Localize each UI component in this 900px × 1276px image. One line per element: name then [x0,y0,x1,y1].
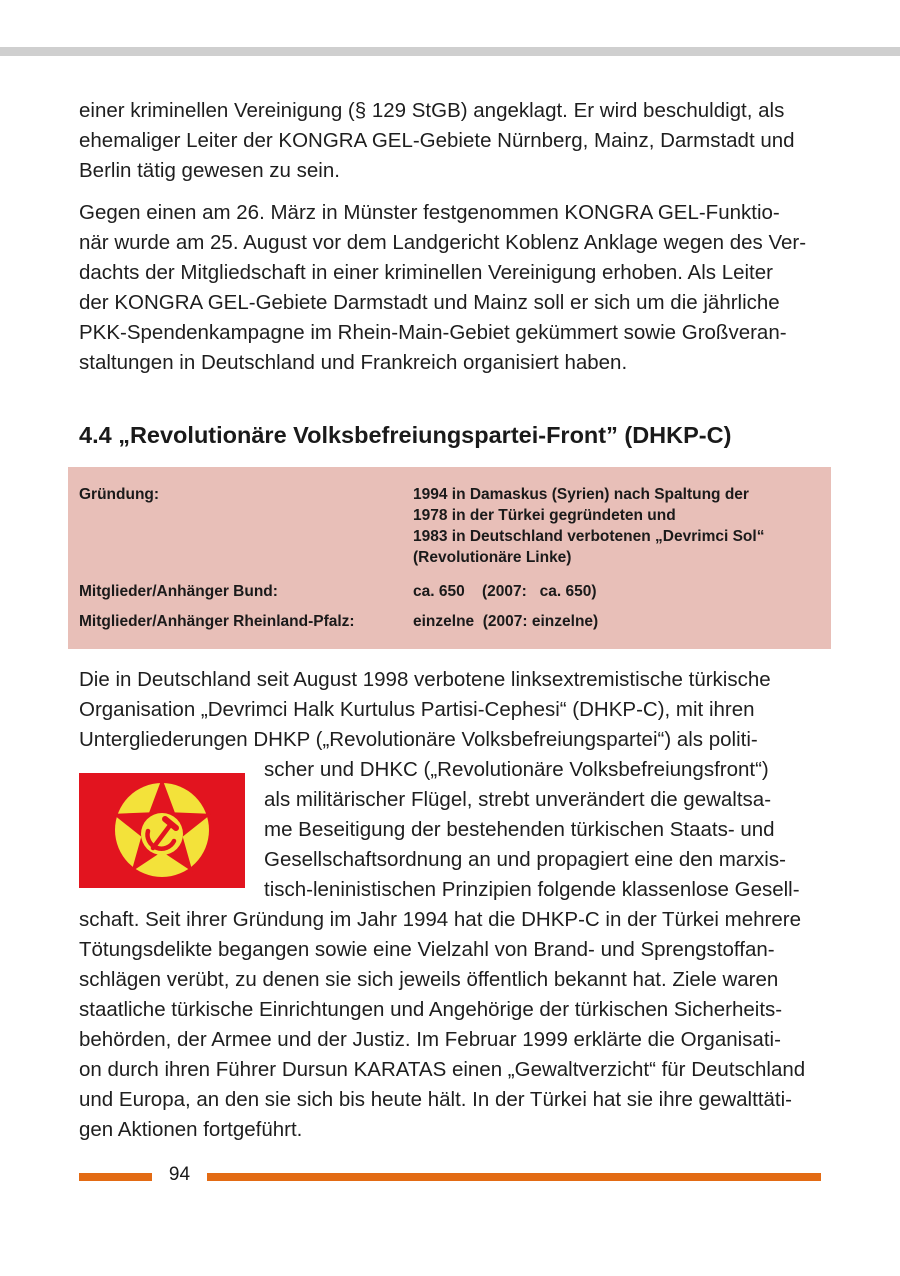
text-line: Untergliederungen DHKP („Revolutionäre Volksbefreiungspartei“) als politi- [79,728,758,751]
footer-bar-right [207,1173,821,1181]
text-line: när wurde am 25. August vor dem Landgericht Koblenz Anklage wegen des Ver- [79,231,807,254]
text-line: ehemaliger Leiter der KONGRA GEL-Gebiete Nürnberg, Mainz, Darmstadt und [79,129,795,152]
section-heading: 4.4 „Revolutionäre Volksbefreiungspartei-Front” (DHKP-C) [79,422,732,448]
intro-paragraph [79,96,824,186]
members-rlp-value: einzelne (2007: einzelne) [413,613,599,630]
text-line: der KONGRA GEL-Gebiete Darmstadt und Mainz soll er sich um die jährliche [79,291,780,314]
text-line: on durch ihren Führer Dursun KARATAS einen „Gewaltverzicht“ für Deutschland [79,1058,806,1081]
fact-box [68,467,831,649]
text-line: tisch-leninistischen Prinzipien folgende klassenlose Gesell- [264,878,800,901]
text-line: scher und DHKC („Revolutionäre Volksbefreiungsfront“) [264,758,769,781]
footer-bar-left [79,1173,152,1181]
text-line: me Beseitigung der bestehenden türkischen Staats- und [264,818,775,841]
second-paragraph [79,198,824,378]
text-line: einer kriminellen Vereinigung (§ 129 StGB) angeklagt. Er wird beschuldigt, als [79,99,785,122]
main-paragraph [79,665,824,1145]
text-line: Organisation „Devrimci Halk Kurtulus Partisi-Cephesi“ (DHKP-C), mit ihren [79,698,755,721]
founding-value [413,484,764,568]
founding-value-line: 1983 in Deutschland verbotenen „Devrimci Sol“ [413,528,765,545]
members-federal-value: ca. 650 (2007: ca. 650) [413,583,597,600]
text-line: schlägen verübt, zu denen sie sich jeweils öffentlich bekannt hat. Ziele waren [79,968,779,991]
members-rlp-label: Mitglieder/Anhänger Rheinland-Pfalz: [79,613,355,630]
text-line: Gegen einen am 26. März in Münster festgenommen KONGRA GEL-Funktio- [79,201,780,224]
founding-value-line: 1978 in der Türkei gegründeten und [413,507,676,524]
top-divider [0,47,900,56]
founding-label: Gründung: [79,486,160,503]
text-line: Berlin tätig gewesen zu sein. [79,159,340,182]
text-line: Die in Deutschland seit August 1998 verbotene linksextremistische türkische [79,668,771,691]
founding-value-line: (Revolutionäre Linke) [413,549,572,566]
text-line: PKK-Spendenkampagne im Rhein-Main-Gebiet gekümmert sowie Großveran- [79,321,787,344]
members-federal-label: Mitglieder/Anhänger Bund: [79,583,278,600]
text-line: schaft. Seit ihrer Gründung im Jahr 1994 hat die DHKP-C in der Türkei mehrere [79,908,802,931]
text-line: gen Aktionen fortgeführt. [79,1118,303,1141]
text-line: Gesellschaftsordnung an und propagiert eine den marxis- [264,848,786,871]
text-line: dachts der Mitgliedschaft in einer kriminellen Vereinigung erhoben. Als Leiter [79,261,773,284]
page-number: 94 [168,1164,191,1185]
text-line: als militärischer Flügel, strebt unverändert die gewaltsa- [264,788,772,811]
text-line: staltungen in Deutschland und Frankreich organisiert haben. [79,351,628,374]
text-line: und Europa, an den sie sich bis heute hält. In der Türkei hat sie ihre gewalttäti- [79,1088,792,1111]
text-line: Tötungsdelikte begangen sowie eine Vielzahl von Brand- und Sprengstoffan- [79,938,775,961]
text-line: behörden, der Armee und der Justiz. Im Februar 1999 erklärte die Organisati- [79,1028,781,1051]
text-line: staatliche türkische Einrichtungen und Angehörige der türkischen Sicherheits- [79,998,783,1021]
founding-value-line: 1994 in Damaskus (Syrien) nach Spaltung der [413,486,749,503]
